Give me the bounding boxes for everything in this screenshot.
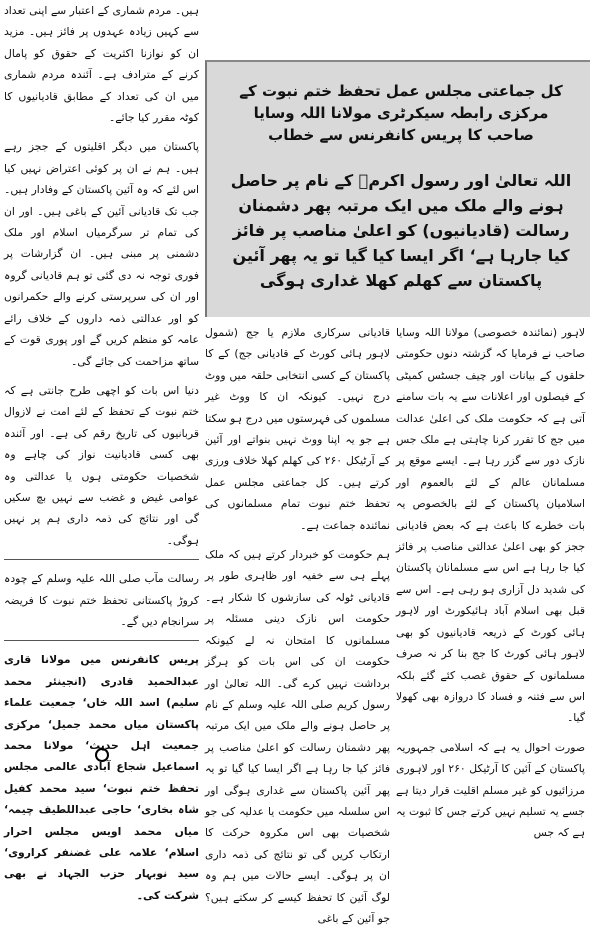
paragraph: لاہور (نمائندہ خصوصی) مولانا اللہ وسایا صاحب نے فرمایا کہ گزشتہ دنوں حکومتی حلقوں کے بیانات اور چیف جسٹس کمیٹی کے فیصلوں اور اعلانات سے یہ بات سامنے آتی ہے کہ حکومت ملک کی اعلیٰ عدالت میں جج کا تقرر کرنا چاہتی ہے ملک جس نازک دور سے گزر رہا ہے۔ ایسے موقع پر مسلمانان عالم کے لئے بالعموم اور اسلامیان پاکستان کے لئے بالخصوص یہ بات خطرے کا باعث ہے کہ بعض قادیانی ججز کو بھی اعلیٰ عدالتی مناصب پر فائز کیا جا رہا ہے اس سے مسلمانان پاکستان کی شدید دل آزاری ہو رہی ہے۔ اس سے قبل بھی اسلام آباد ہائیکورٹ اور لاہور ہائی کورٹ کے ذریعہ قادیانیوں کو بھی لاہور ہائی کورٹ کا جج بنا کر نہ صرف مسلمانوں کے حقوق غصب کئے گئے بلکہ اس سے فتنہ و فساد کا دروازہ بھی کھولا گیا۔ bbox=[396, 326, 585, 725]
paragraph: صورت احوال یہ ہے کہ اسلامی جمہوریہ پاکستان کے آئین کا آرٹیکل ۲۶۰ اور لاہوری مرزائیوں کو غیر مسلم اقلیت قرار دیتا ہے جسے یہ تسلیم نہیں کرتے جس کا ثبوت یہ ہے کہ جس bbox=[396, 740, 585, 840]
paragraph: ہم حکومت کو خبردار کرتے ہیں کہ ملک پہلے ہی سے خفیہ اور ظاہری طور پر قادیانی ٹولہ کی سازشوں کا شکار ہے۔ حکومت اس نازک دینی مسئلہ پر مسلمانوں کا امتحان نہ لے کیونکہ حکومت ان کی اس بات کو ہرگز برداشت نہیں کرے گی۔ اللہ تعالیٰ اور رسول کریم صلی اللہ علیہ وسلم کے نام پر حاصل ہونے والے ملک میں ایک مرتبہ پھر دشمنان رسالت کو اعلیٰ مناصب پر فائز کیا جا رہا ہے اگر ایسا کیا گیا تو یہ پھر آئین پاکستان سے غداری ہوگی اور اس سلسلہ میں حکومت یا عدلیہ کی جو شخصیات بھی اس مکروہ حرکت کا ارتکاب کریں گی تو نتائج کی ذمہ داری ان پر ہوگی۔ ایسے حالات میں ہم وہ لوگ آئین کا تحفظ کیسے کر سکتے ہیں؟ جو آئین کے باغی bbox=[205, 548, 390, 925]
paragraph: پاکستان میں دیگر اقلیتوں کے ججز رہے ہیں۔ ہم نے ان پر کوئی اعتراض نہیں کیا اس لئے کہ وہ آئین پاکستان کے وفادار ہیں۔ جب تک قادیانی آئین کے باغی ہیں۔ اور ان کی تمام تر سرگرمیاں اسلام اور ملک دشمنی پر مبنی ہیں۔ ان گزارشات پر فوری توجہ نہ دی گئی تو ہم قادیانی گروہ اور ان کی سرپرستی کرنے والے حکمرانوں کو اور عدالتی ذمہ داروں کے خلاف رائے عامہ کو منظم کریں گے اور پوری قوت کے ساتھ مزاحمت کی جائے گی۔ bbox=[4, 140, 199, 368]
headline-title: کل جماعتی مجلس عمل تحفظ ختم نبوت کے مرکزی رابطہ سیکرٹری مولانا اللہ وسایا صاحب کا پریس کانفرنس سے خطاب bbox=[239, 82, 563, 144]
divider bbox=[4, 559, 199, 560]
paragraph: رسالت مآب صلی اللہ علیہ وسلم کے چودہ کروڑ پاکستانی تحفظ ختم نبوت کا فریضہ سرانجام دیں گے۔ bbox=[4, 572, 199, 628]
paragraph: قادیانی سرکاری ملازم یا جج (شمول لاہور ہائی کورٹ کے قادیانی جج) کے کا پاکستان کے کسی انتخابی حلقہ میں ووٹ درج نہیں۔ کیونکہ ان کا ووٹ غیر مسلموں کی فہرستوں میں درج ہو سکتا ہے جو یہ اپنا ووٹ نہیں بنواتے اور آئین کے آرٹیکل ۲۶۰ کی کھلم کھلا خلاف ورزی کرتے ہیں۔ کل جماعتی مجلس عمل تحفظ ختم نبوت تمام مسلمانوں کی نمائندہ جماعت ہے۔ bbox=[205, 326, 390, 532]
column-middle bbox=[205, 322, 390, 937]
column-left bbox=[4, 0, 199, 914]
headline-box bbox=[205, 60, 590, 317]
divider bbox=[4, 640, 199, 641]
paragraph-attendees: پریس کانفرنس میں مولانا قاری عبدالحمید قادری (انجینئر محمد سلیم) اسد اللہ خاں‘ جمعیت علماء پاکستان میاں محمد جمیل‘ مرکزی جمعیت اہل حدیث‘ مولانا محمد اسماعیل شجاع آبادی عالمی مجلس تحفظ ختم نبوت‘ سید محمد کفیل شاہ بخاری‘ حاجی عبداللطیف چیمہ‘ میاں محمد اویس مجلس احرار اسلام‘ علامہ علی غضنفر کراروی‘ سید نوبہار حزب الجہاد نے بھی شرکت کی۔ bbox=[4, 653, 199, 902]
column-right bbox=[396, 322, 585, 852]
paragraph: ہیں۔ مردم شماری کے اعتبار سے اپنی تعداد سے کہیں زیادہ عہدوں پر فائز ہیں۔ مزید ان کو نوازنا اکثریت کے حقوق کو پامال کرنے کے مترادف ہے۔ آئندہ مردم شماری میں ان کی تعداد کے مطابق قادیانیوں کا کوٹہ مقرر کیا جائے۔ bbox=[4, 4, 199, 125]
end-mark-icon bbox=[95, 748, 109, 762]
paragraph: دنیا اس بات کو اچھی طرح جانتی ہے کہ ختم نبوت کے تحفظ کے لئے امت نے لازوال قربانیوں کی تاریخ رقم کی ہے۔ اور آئندہ بھی کسی قادیانیت نواز کی چاہے وہ شخصیات حکومتی ہوں یا عدالتی وہ عوامی غیض و غضب سے نہیں بچ سکیں گی اور نتائج کی ذمہ داری ہم پر نہیں ہوگی۔ bbox=[4, 383, 199, 547]
headline-quote: اللہ تعالیٰ اور رسول اکرمؐ کے نام پر حاصل ہونے والے ملک میں ایک مرتبہ پھر دشمنان رسالت (قادیانیوں) کو اعلیٰ مناصب پر فائز کیا جارہا ہے‘ اگر ایسا کیا گیا تو یہ پھر آئین پاکستان سے کھلم کھلا غداری ہوگی bbox=[230, 171, 572, 290]
